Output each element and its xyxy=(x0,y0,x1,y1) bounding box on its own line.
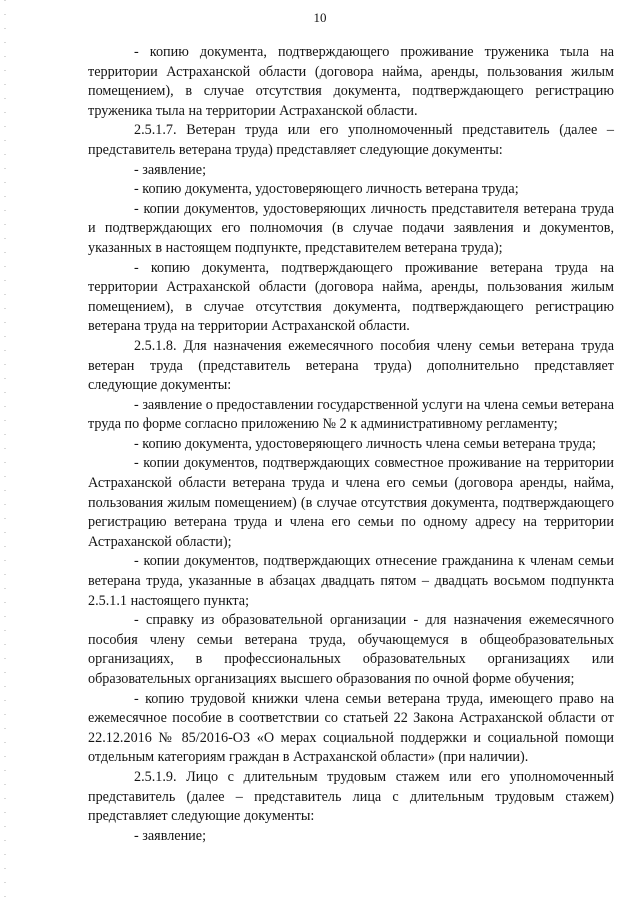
paragraph-education-certificate: - справку из образовательной организации - для назначения ежемесячного пособия члену семьи ветерана труда, обучающемуся в общеобразовательных организациях, в профессиональных образовательных организациях или образовательных организациях высшего образования по очной форме обучения; xyxy=(88,612,614,687)
paragraph-family-member-application: - заявление о предоставлении государственной услуги на члена семьи ветерана труда по форме согласно приложению № 2 к административному регламенту; xyxy=(88,396,614,433)
paragraph-application-final: - заявление; xyxy=(134,827,207,844)
paragraph-2-5-1-7: 2.5.1.7. Ветеран труда или его уполномоченный представитель (далее – представитель ветерана труда) представляет следующие документы: xyxy=(88,122,614,158)
paragraph-residence-home-front-worker: - копию документа, подтверждающего проживание труженика тыла на территории Астраханской области (договора найма, аренды, пользования жилым помещением), в случае отсутствия документа, подтверждающего регистрацию труженика тыла на территории Астраханской области. xyxy=(88,44,614,119)
paragraph-employment-record: - копию трудовой книжки члена семьи ветерана труда, имеющего право на ежемесячное пособие в соответствии со статьей 22 Закона Астраханской области от 22.12.2016 № 85/2016-ОЗ «О мерах социальной поддержки и социальной помощи отдельным категориям граждан в Астраханской области» (при наличии). xyxy=(88,690,614,766)
paragraph-2-5-1-9: 2.5.1.9. Лицо с длительным трудовым стажем или его уполномоченный представитель (далее – представитель лица с длительным трудовым стажем) представляет следующие документы: xyxy=(88,768,614,825)
paragraph-application: - заявление; xyxy=(134,161,207,178)
paragraph-family-relation: - копии документов, подтверждающих отнесение гражданина к членам семьи ветерана труда, указанные в абзацах двадцать пятом – двадцать восьмом подпункта 2.5.1.1 настоящего пункта; xyxy=(88,553,614,609)
paragraph-2-5-1-8: 2.5.1.8. Для назначения ежемесячного пособия члену семьи ветерана труда ветеран труда (представитель ветерана труда) дополнительно представляет следующие документы: xyxy=(88,337,614,394)
paragraph-identity-veteran: - копию документа, удостоверяющего личность ветерана труда; xyxy=(134,181,519,198)
paragraph-residence-veteran: - копию документа, подтверждающего проживание ветерана труда на территории Астраханской области (договора найма, аренды, пользования жилым помещением), в случае отсутствия документа, подтверждающего регистрацию ветерана труда на территории Астраханской области. xyxy=(88,259,614,335)
paragraph-joint-residence: - копии документов, подтверждающих совместное проживание на территории Астраханской области ветерана труда и члена его семьи (договора аренды, найма, пользования жилым помещением) (в случае отсутствия документа, подтверждающего регистрацию ветерана труда и члена его семьи по одному адресу на территории Астраханской области); xyxy=(88,455,614,550)
paragraph-representative-documents: - копии документов, удостоверяющих личность представителя ветерана труда и подтверждающих его полномочия (в случае подачи заявления и документов, указанных в настоящем подпункте, представителем ветерана труда); xyxy=(88,200,614,256)
scan-margin-artifact xyxy=(4,0,6,905)
paragraph-identity-family-member: - копию документа, удостоверяющего личность члена семьи ветерана труда; xyxy=(134,435,596,452)
page-number: 10 xyxy=(313,10,327,25)
document-body xyxy=(88,43,614,846)
